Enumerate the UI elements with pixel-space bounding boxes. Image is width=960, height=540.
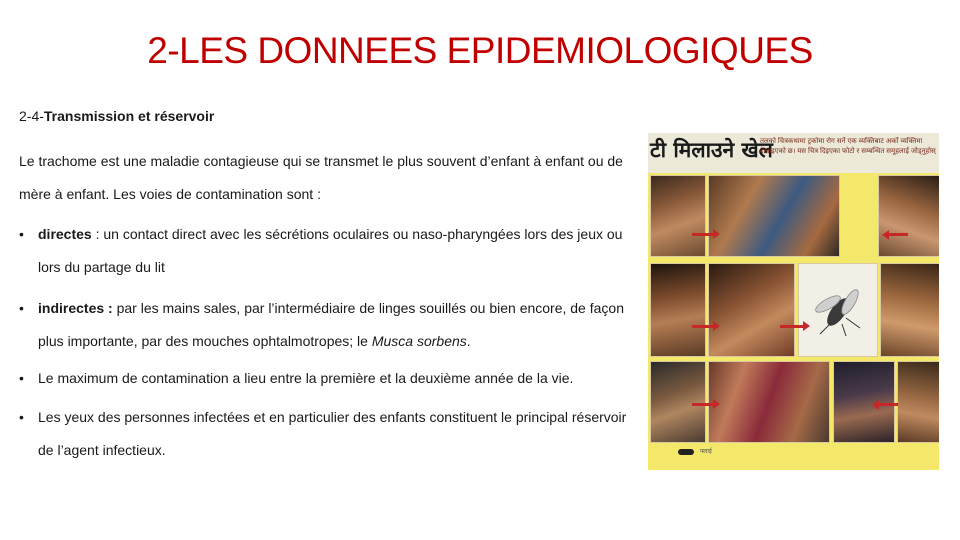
bullet-dot: • [19, 409, 24, 425]
photo-girl-face [708, 263, 795, 357]
arrow-icon [692, 403, 714, 406]
arrow-icon [878, 403, 898, 406]
arrow-icon [692, 325, 714, 328]
trachoma-poster-image [648, 133, 939, 470]
bullet-text: Le maximum de contamination a lieu entre la première et la deuxième année de la vie. [38, 370, 574, 386]
fly-icon [806, 278, 868, 340]
list-item [19, 362, 644, 395]
list-item [19, 292, 644, 358]
poster-heading: टी मिलाउने खेल [650, 138, 773, 162]
bullet-end: . [466, 333, 471, 349]
page-title: 2-LES DONNEES EPIDEMIOLOGIQUES [147, 30, 813, 71]
photo-child-4 [897, 361, 939, 443]
bullet-text: par les mains sales, par l’intermédiaire de linges souillés ou bien encore, de façon plus importante, par des mouches ophtalmotropes; le [38, 300, 624, 349]
photo-family-group [708, 361, 830, 443]
list-item [19, 401, 644, 467]
arrow-icon [780, 325, 804, 328]
section-subtitle [19, 108, 214, 124]
section-heading: Transmission et réservoir [43, 108, 215, 124]
photo-children-group [708, 175, 840, 257]
bullet-lead: directes [38, 226, 92, 242]
bullet-text: : un contact direct avec les sécrétions oculaires ou naso-pharyngées lors des jeux ou lors du partage du lit [38, 226, 623, 275]
fly-label: फ्लाई [700, 449, 712, 455]
photo-child-1 [650, 175, 706, 257]
bullet-list [19, 218, 644, 467]
arrow-icon [888, 233, 908, 236]
poster-caption: तलको चित्रकथामा ट्रकोमा रोग सर्ने एक व्यक्तिबाट अर्को व्यक्तिमा देखाइएको छ। यस चित्र दिइएका फोटो र सम्बन्धित समूहलाई जोड्नुहोस् [760, 138, 936, 155]
bullet-dot: • [19, 370, 24, 386]
bullet-dot: • [19, 226, 24, 242]
intro-paragraph: Le trachome est une maladie contagieuse qui se transmet le plus souvent d’enfant à enfant ou de mère à enfant. Les voies de contamination sont : [19, 153, 623, 202]
photo-mother-child [833, 361, 895, 443]
photo-boy-face [880, 263, 939, 357]
bullet-dot: • [19, 300, 24, 316]
list-item [19, 218, 644, 284]
photo-child-2 [878, 175, 939, 257]
photo-child-3 [650, 361, 706, 443]
arrow-icon [692, 233, 714, 236]
section-number: 2-4- [19, 108, 44, 124]
fly-silhouette-icon [678, 449, 694, 455]
bullet-text: Les yeux des personnes infectées et en particulier des enfants constituent le principal réservoir de l’agent infectieux. [38, 409, 627, 458]
bullet-lead: indirectes : [38, 300, 113, 316]
photo-girl-rubbing-eye [650, 263, 706, 357]
species-name: Musca sorbens [371, 333, 467, 349]
